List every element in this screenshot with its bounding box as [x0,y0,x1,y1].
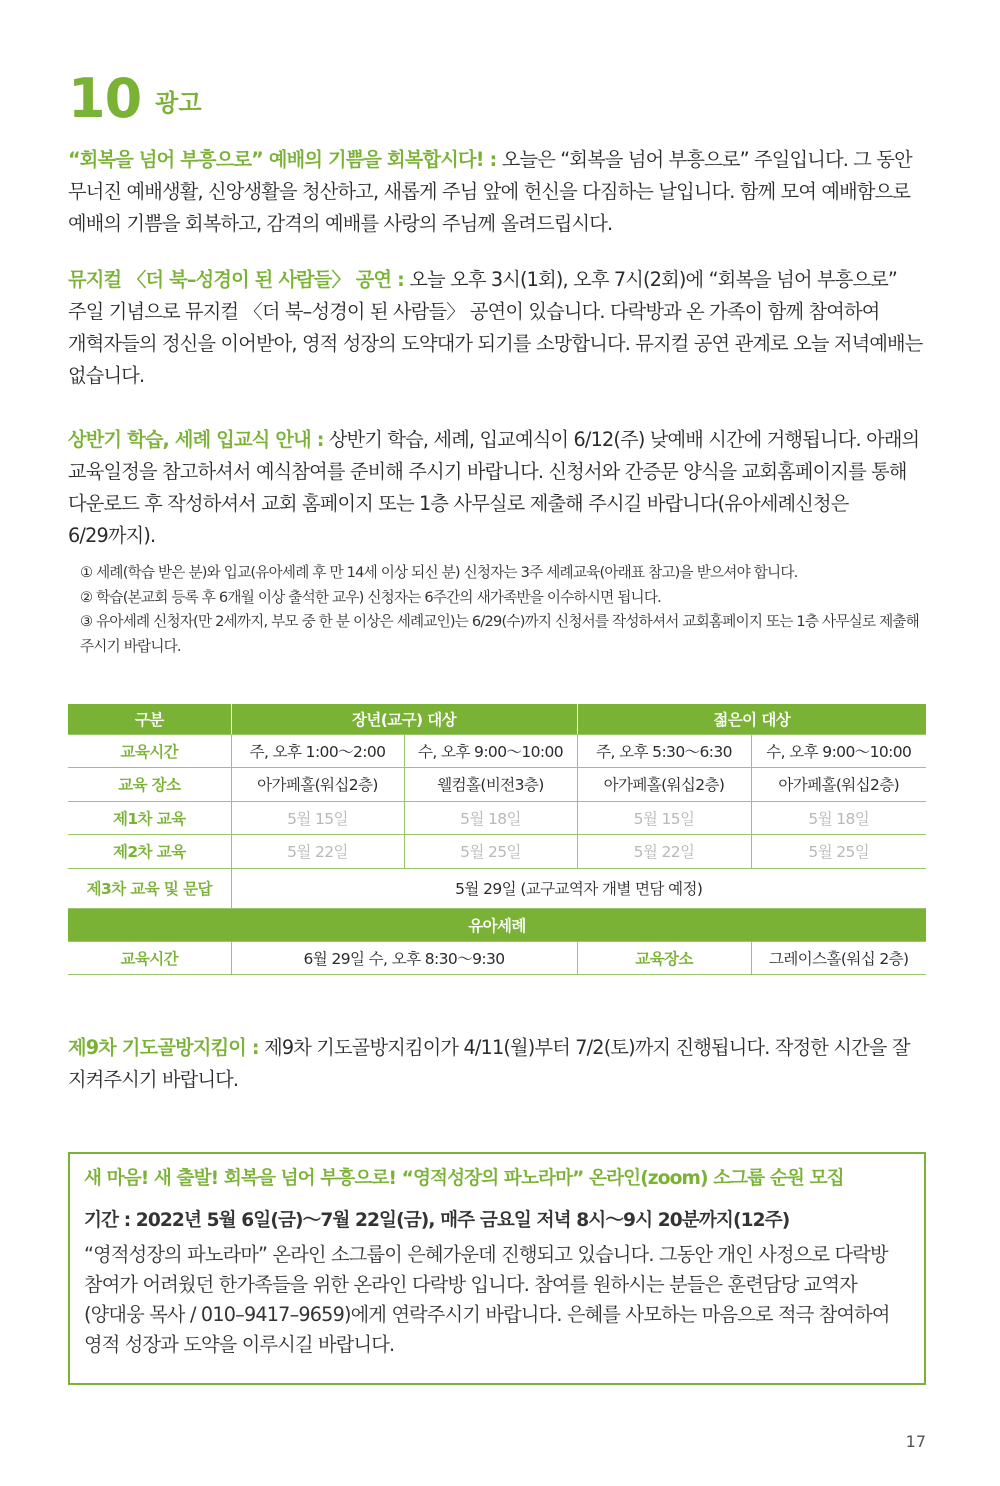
table-cell: 수, 오후 9:00～10:00 [404,734,577,768]
table-cell: 5월 18일 [404,801,577,835]
row-label: 제3차 교육 및 문답 [68,868,231,908]
header-adult-group: 장년(교구) 대상 [231,704,577,734]
page-number: 17 [905,1432,926,1451]
section-number: 10 [68,67,142,130]
row-label: 교육시간 [68,734,231,768]
announcement-body: 제9차 기도골방지킴이가 4/11(월)부터 7/2(토)까지 진행됩니다. 작정한 시간을 잘 지켜주시기 바랍니다. [68,1036,910,1091]
infant-baptism-header: 유아세례 [68,908,926,941]
note-item: ③ 유아세례 신청자(만 2세까지, 부모 중 한 분 이상은 세례교인)는 6/29(수)까지 신청서를 작성하셔서 교회홈페이지 또는 1층 사무실로 제출해 주시기 바랍니다. [80,613,919,655]
note-item: ② 학습(본교회 등록 후 6개월 이상 출석한 교우) 신청자는 6주간의 새가족반을 이수하시면 됩니다. [80,588,661,606]
table-cell: 5월 18일 [751,801,926,835]
row-label: 교육시간 [68,941,231,975]
announcement-musical [68,264,930,392]
table-cell: 수, 오후 9:00～10:00 [751,734,926,768]
table-cell: 5월 29일 (교구교역자 개별 면담 예정) [231,868,926,908]
education-schedule-table [68,704,926,975]
table-cell: 5월 22일 [231,835,404,869]
table-row [68,801,926,835]
table-row [68,768,926,802]
table-row [68,941,926,975]
table-cell: 주, 오후 1:00～2:00 [231,734,404,768]
table-row [68,734,926,768]
table-cell: 5월 25일 [751,835,926,869]
row-label: 교육 장소 [68,768,231,802]
table-cell: 5월 22일 [577,835,751,869]
announcement-baptism [68,424,930,552]
table-cell: 웰컴홀(비전3층) [404,768,577,802]
announcement-lead: 상반기 학습, 세례 입교식 안내 : [68,428,324,451]
announcement-body: 오늘 오후 3시(1회), 오후 7시(2회)에 “회복을 넘어 부흥으로” 주일 기념으로 뮤지컬 〈더 북–성경이 된 사람들〉 공연이 있습니다. 다락방과 온 가족이 함께 참여하여 개혁자들의 정신을 이어받아, 영적 성장의 도약대가 되기를 소망합니다. 뮤지컬 공연 관계로 오늘 저녁예배는 없습니다. [68,268,923,387]
zoom-smallgroup-box [68,1152,926,1385]
header-category: 구분 [68,704,231,734]
table-cell: 아가페홀(워십2층) [577,768,751,802]
table-row [68,868,926,908]
row-label: 교육장소 [577,941,751,975]
announcement-body: 상반기 학습, 세례, 입교예식이 6/12(주) 낮예배 시간에 거행됩니다. 아래의 교육일정을 참고하셔서 예식참여를 준비해 주시기 바랍니다. 신청서와 간증문 양식을 교회홈페이지를 통해 다운로드 후 작성하셔서 교회 홈페이지 또는 1층 사무실로 제출해 주시길 바랍니다(유아세례신청은 6/29까지). [68,428,920,547]
table-cell: 5월 15일 [577,801,751,835]
table-row [68,835,926,869]
announcement-lead: 제9차 기도골방지킴이 : [68,1036,259,1059]
table-cell: 그레이스홀(워십 2층) [751,941,926,975]
table-cell: 아가페홀(워십2층) [231,768,404,802]
baptism-notes [80,561,930,659]
announcement-worship [68,144,930,240]
section-title: 광고 [155,89,202,117]
table-cell: 5월 25일 [404,835,577,869]
announcement-prayer [68,1032,930,1096]
table-cell: 5월 15일 [231,801,404,835]
infant-baptism-header-row [68,908,926,941]
note-item: ① 세례(학습 받은 분)와 입교(유아세례 후 만 14세 이상 되신 분) 신청자는 3주 세례교육(아래표 참고)을 받으셔야 합니다. [80,564,798,581]
box-title: 새 마음! 새 출발! 회복을 넘어 부흥으로! “영적성장의 파노라마” 온라인(zoom) 소그룹 순원 모집 [84,1168,844,1189]
table-header-row [68,704,926,734]
row-label: 제1차 교육 [68,801,231,835]
page-header [68,67,202,130]
table-cell: 주, 오후 5:30～6:30 [577,734,751,768]
table-cell: 6월 29일 수, 오후 8:30～9:30 [231,941,577,975]
box-period: 기간 : 2022년 5월 6일(금)～7월 22일(금), 매주 금요일 저녁 8시～9시 20분까지(12주) [84,1210,790,1231]
header-youth-group: 젊은이 대상 [577,704,926,734]
announcement-lead: 뮤지컬 〈더 북–성경이 된 사람들〉 공연 : [68,268,405,291]
announcement-lead: “회복을 넘어 부흥으로” 예배의 기쁨을 회복합시다! : [68,148,497,171]
announcement-body: 오늘은 “회복을 넘어 부흥으로” 주일입니다. 그 동안 무너진 예배생활, 신앙생활을 청산하고, 새롭게 주님 앞에 헌신을 다짐하는 날입니다. 함께 모여 예배함으로 예배의 기쁨을 회복하고, 감격의 예배를 사랑의 주님께 올려드립시다. [68,148,912,235]
table-cell: 아가페홀(워십2층) [751,768,926,802]
box-body: “영적성장의 파노라마” 온라인 소그룹이 은혜가운데 진행되고 있습니다. 그동안 개인 사정으로 다락방 참여가 어려웠던 한가족들을 위한 온라인 다락방 입니다. 참여를 원하시는 분들은 훈련담당 교역자(양대웅 목사 / 010–9417–9659)에게 연락주시기 바랍니다. 은혜를 사모하는 마음으로 적극 참여하여 영적 성장과 도약을 이루시길 바랍니다. [84,1243,890,1356]
row-label: 제2차 교육 [68,835,231,869]
